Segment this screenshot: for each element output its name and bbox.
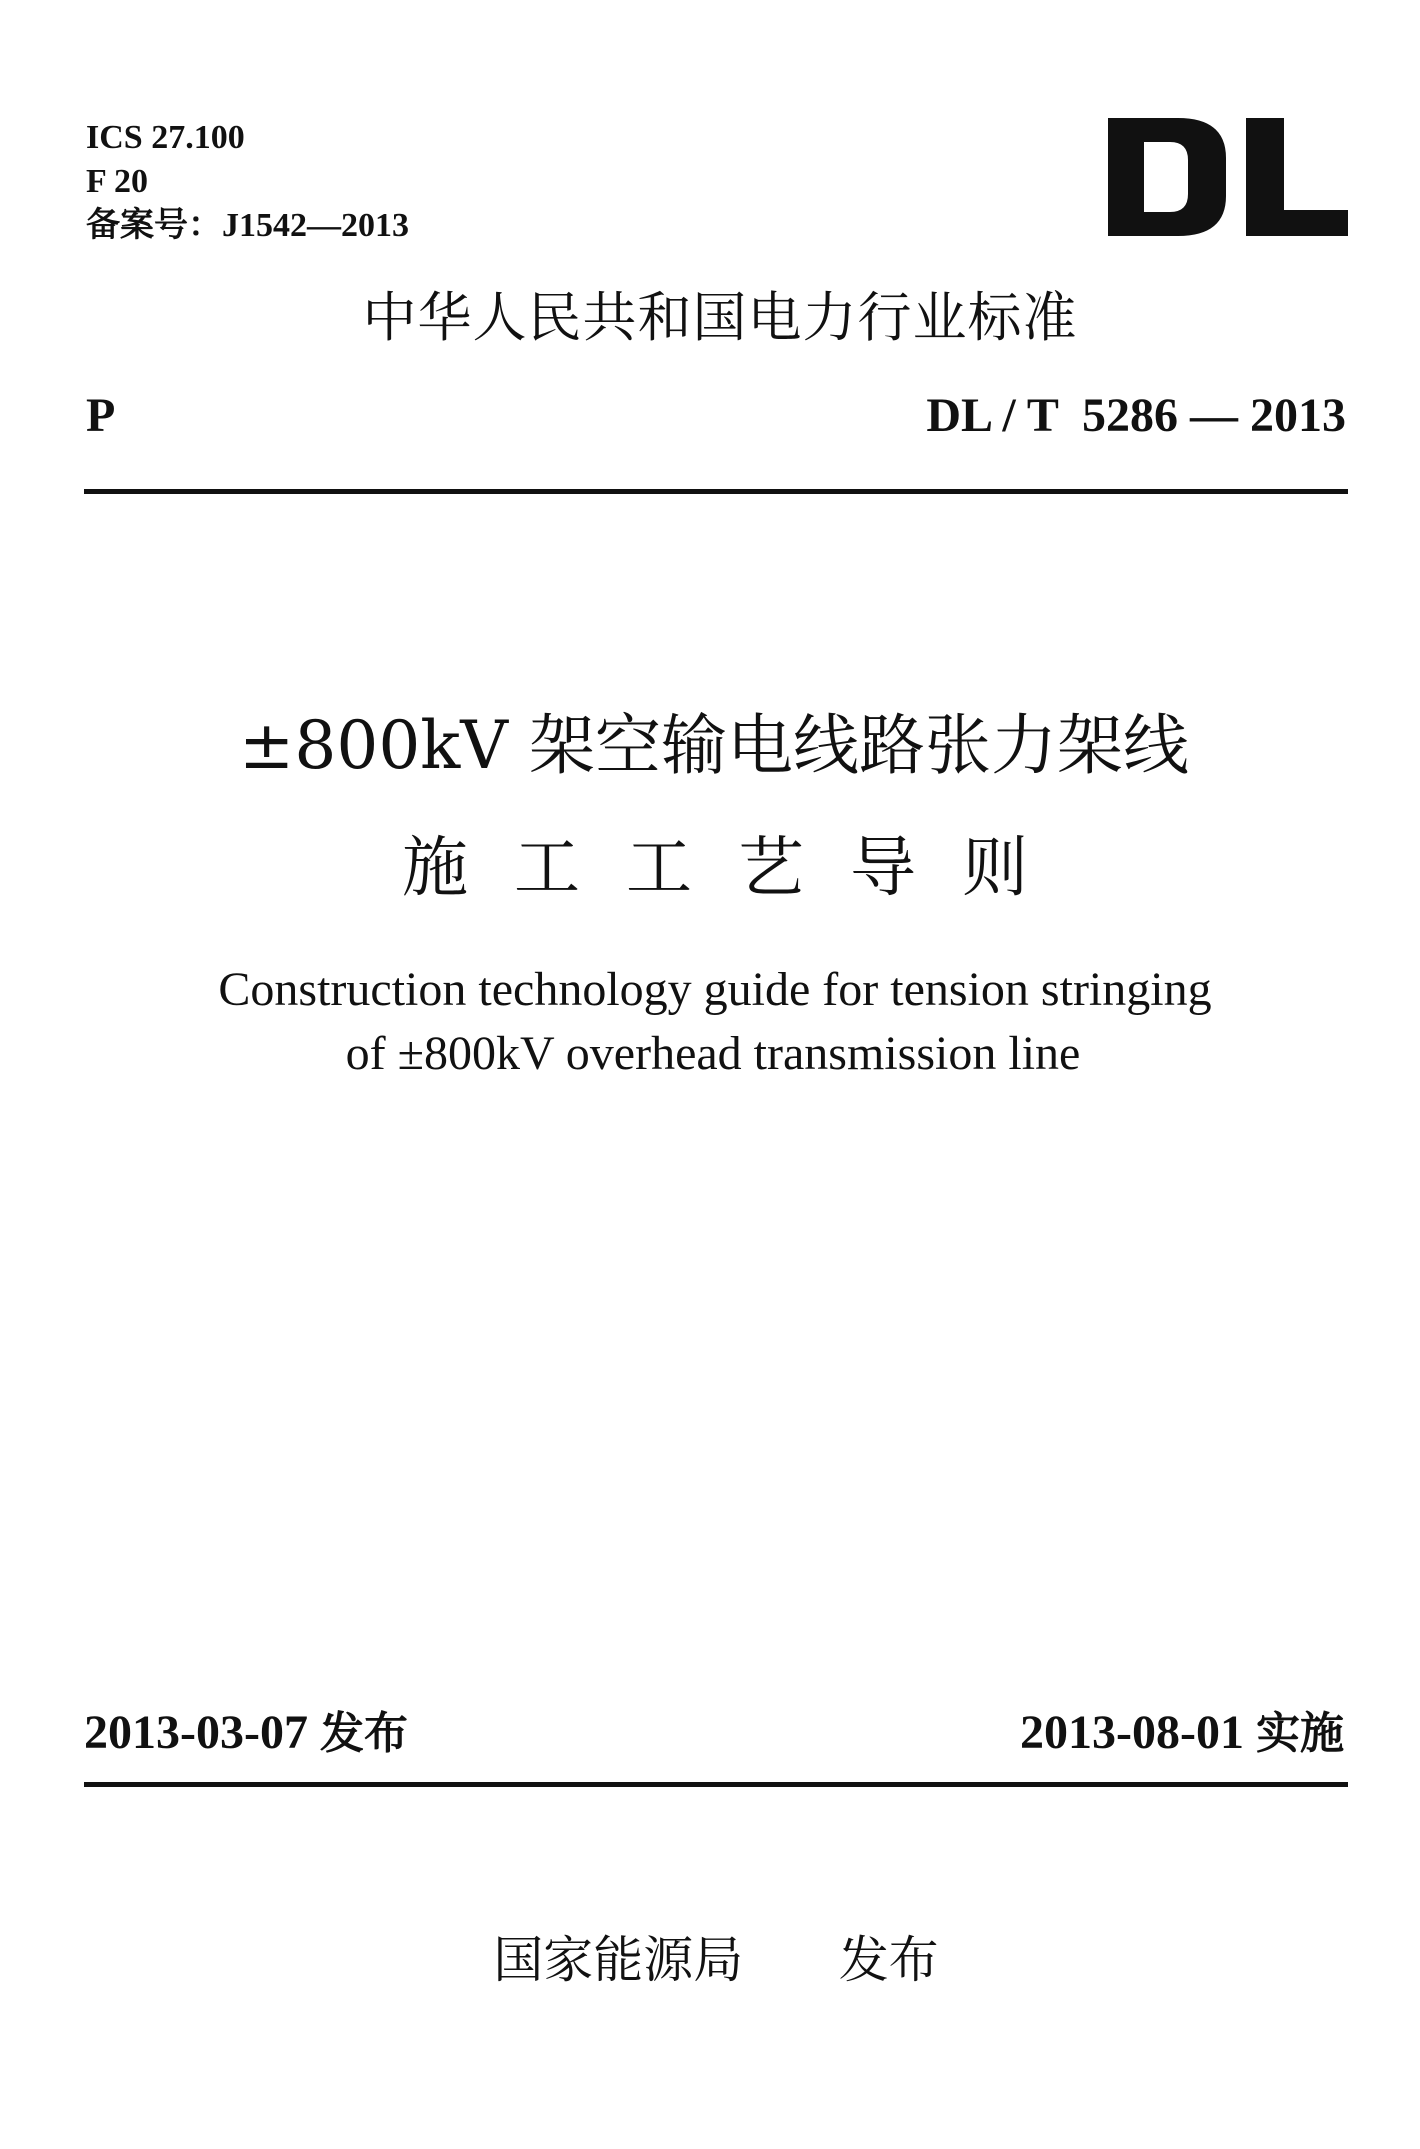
title-english-line-2: of ±800kV overhead transmission line	[345, 1027, 1081, 1080]
header-divider	[84, 489, 1348, 494]
publisher-name: 国家能源局	[493, 1931, 744, 1989]
ics-code: ICS 27.100	[86, 119, 245, 156]
category-letter: P	[86, 389, 116, 442]
industry-standard-title: 中华人民共和国电力行业标准	[362, 286, 1078, 349]
record-number: 备案号：J1542—2013	[86, 207, 409, 244]
title-chinese-line-1: ±800kV 架空输电线路张力架线	[239, 707, 1189, 784]
title-chinese-line-2: 施工工艺导则	[402, 829, 1074, 906]
issue-label: 发布	[319, 1708, 408, 1759]
effective-label: 实施	[1256, 1708, 1344, 1759]
title-english-line-1: Construction technology guide for tension stringing	[218, 963, 1212, 1016]
issue-date-block	[84, 1704, 408, 1763]
effective-date: 2013-08-01	[1020, 1706, 1244, 1759]
effective-date-block	[1020, 1704, 1344, 1763]
issue-date: 2013-03-07	[84, 1706, 308, 1759]
ccs-code: F 20	[86, 163, 149, 200]
standard-code: DL / T 5286 — 2013	[926, 389, 1346, 442]
footer-divider	[84, 1782, 1348, 1787]
publisher-line	[0, 1930, 1420, 1990]
dl-logo	[1108, 118, 1348, 236]
publisher-action: 发布	[838, 1931, 939, 1989]
